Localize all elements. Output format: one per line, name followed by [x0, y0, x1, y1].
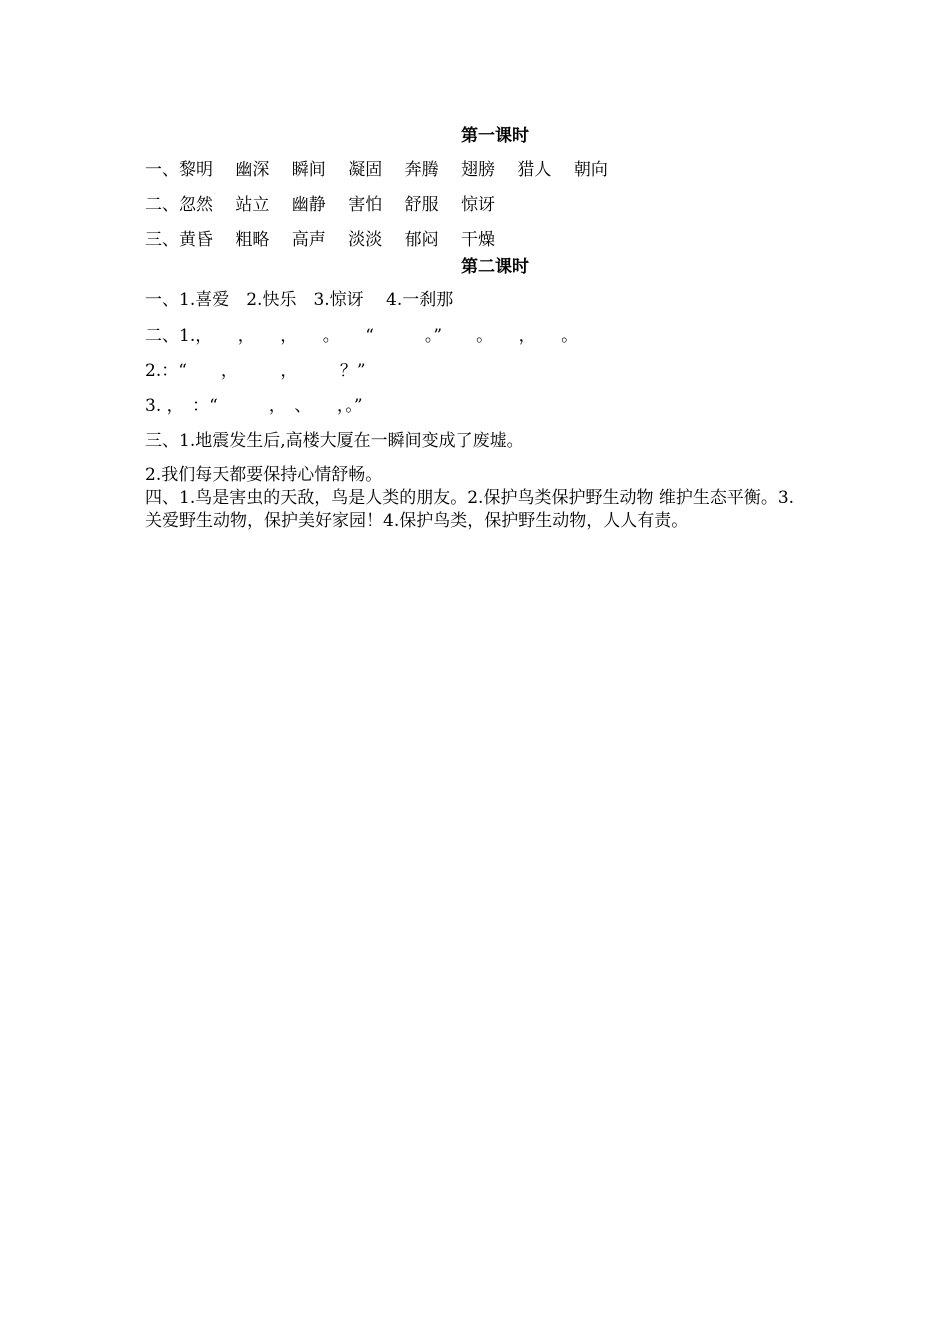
- lesson1-row1: 一、黎明 幽深 瞬间 凝固 奔腾 翅膀 猎人 朝向: [145, 160, 608, 180]
- lesson1-title: 第一课时: [461, 126, 529, 146]
- lesson2-q2-2: 2.：“ ， ， ？”: [145, 361, 366, 381]
- lesson2-q4: 四、1.鸟是害虫的天敌，鸟是人类的朋友。2.保护鸟类保护野生动物 维护生态平衡。3.关爱野生动物，保护美好家园！4.保护鸟类，保护野生动物，人人有责。: [145, 488, 795, 531]
- lesson2-q3-2: 2.我们每天都要保持心情舒畅。: [145, 465, 383, 485]
- lesson1-row3: 三、黄昏 粗略 高声 淡淡 郁闷 干燥: [145, 230, 496, 250]
- lesson2-q3-1: 三、1.地震发生后,高楼大厦在一瞬间变成了废墟。: [145, 431, 524, 451]
- lesson2-q1: 一、1.喜爱 2.快乐 3.惊讶 4.一刹那: [145, 290, 454, 310]
- lesson1-row2: 二、忽然 站立 幽静 害怕 舒服 惊讶: [145, 195, 496, 215]
- lesson2-q2-1: 二、1.， ， ， 。 “ 。” 。 ， 。: [145, 326, 579, 346]
- lesson2-title: 第二课时: [461, 257, 529, 277]
- lesson2-q2-3: 3. ， ：“ ， 、 ，。”: [145, 396, 363, 416]
